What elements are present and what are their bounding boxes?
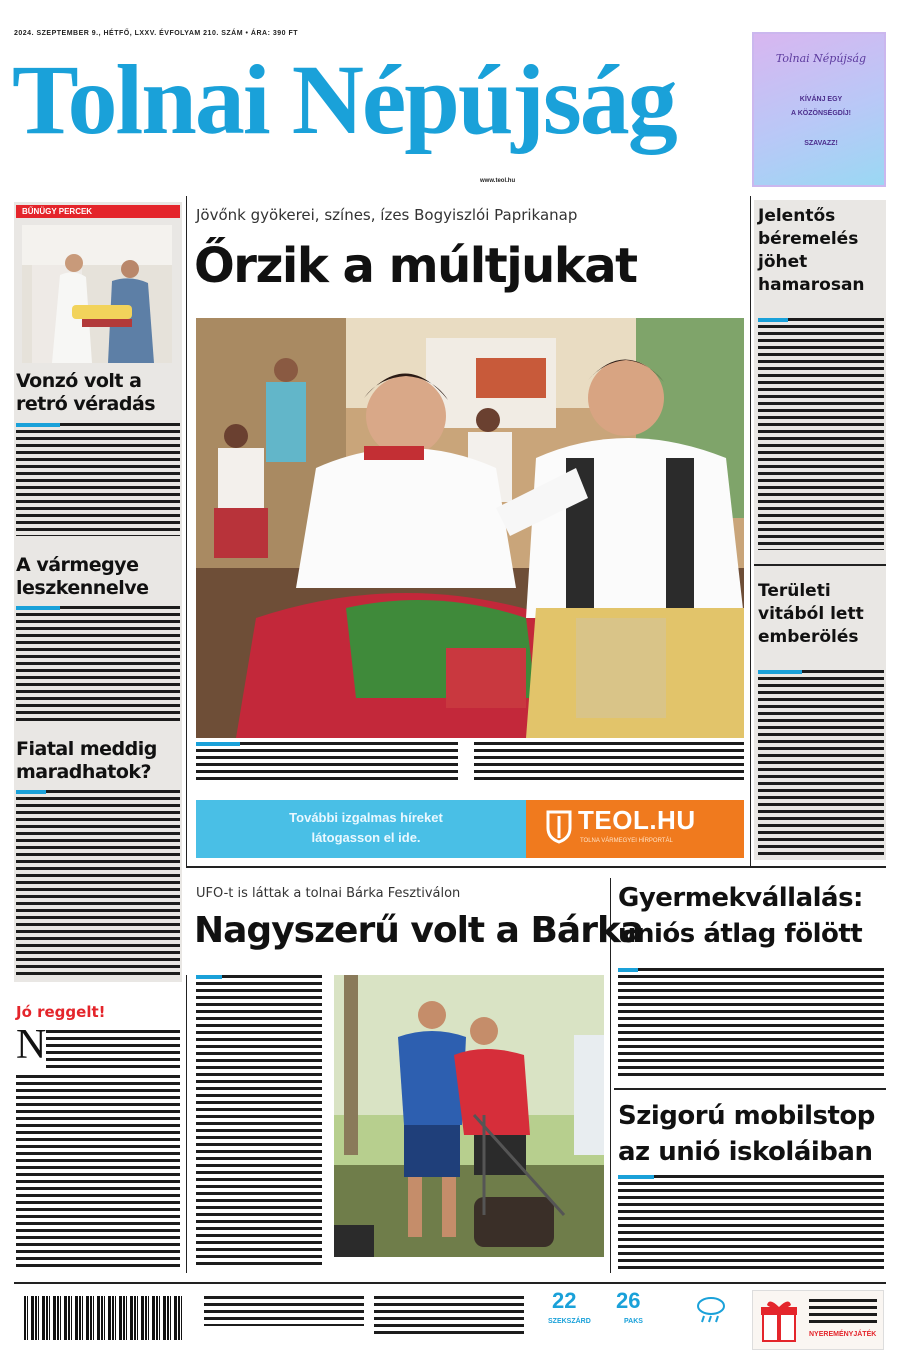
weather-temp-1: 22 <box>552 1288 577 1313</box>
weather-city-1: SZEKSZÁRD <box>548 1318 591 1325</box>
main-kicker: Jövőnk gyökerei, színes, ízes Bogyiszlói Paprikanap <box>196 206 578 224</box>
jo-reggelt-text <box>16 1075 180 1270</box>
dropcap: N <box>16 1022 47 1068</box>
left-story3-lead <box>16 790 46 794</box>
left-story3-text <box>16 790 180 976</box>
teol-logo: TEOL.HU <box>578 805 696 835</box>
main-headline[interactable]: Őrzik a múltjukat <box>194 238 637 294</box>
teol-logo-box[interactable] <box>526 800 744 858</box>
teol-banner[interactable] <box>196 800 744 858</box>
column-rule <box>186 196 187 866</box>
left-story3-head[interactable]: Fiatal meddig maradhatok? <box>16 738 157 783</box>
barka-photo[interactable] <box>334 975 604 1257</box>
teol-banner-line1: További izgalmas híreket <box>289 810 443 825</box>
main-text-lead <box>196 742 240 746</box>
barka-kicker: UFO-t is láttak a tolnai Bárka Fesztiválon <box>196 886 461 901</box>
column-rule <box>750 196 751 866</box>
lower-right-divider <box>614 1088 886 1090</box>
footer <box>14 1282 886 1354</box>
gift-icon <box>759 1297 799 1343</box>
jo-reggelt-title[interactable]: Jó reggelt! <box>16 1003 106 1021</box>
left-story2-text <box>16 606 180 722</box>
mobil-text <box>618 1175 884 1270</box>
promo-box[interactable] <box>752 32 886 187</box>
right-story1-lead <box>758 318 788 322</box>
right-column-divider <box>754 564 886 566</box>
left-story1-lead <box>16 423 60 427</box>
main-text-col1 <box>196 742 458 784</box>
promo-script: Tolnai Népújság <box>775 52 867 65</box>
footer-index-text <box>204 1296 364 1326</box>
veradas-photo[interactable] <box>22 225 172 363</box>
cloud-rain-icon <box>694 1294 728 1324</box>
promo-line-3: SZAVAZZ! <box>804 140 838 147</box>
gyermek-headline[interactable]: Gyermekvállalás: uniós átlag fölött <box>618 883 863 949</box>
left-kicker: BŰNÜGY PERCEK <box>16 205 180 218</box>
barka-headline[interactable]: Nagyszerű volt a Bárka <box>194 910 644 951</box>
teol-banner-line2: látogasson el ide. <box>311 830 421 845</box>
gyermek-lead <box>618 968 638 972</box>
dateline: 2024. SZEPTEMBER 9., HÉTFŐ, LXXV. ÉVFOLYAM 210. SZÁM • ÁRA: 390 FT <box>14 30 299 37</box>
column-rule <box>186 975 187 1273</box>
right-story2-head[interactable]: Területi vitából lett emberölés <box>758 581 864 647</box>
weather-city-2: PAKS <box>624 1318 643 1325</box>
masthead-title[interactable]: Tolnai Népújság <box>12 44 676 155</box>
gift-text-block <box>809 1299 877 1323</box>
teol-shield-icon <box>546 810 572 844</box>
promo-line-2: A KÖZÖNSÉGDÍJ! <box>790 110 852 117</box>
footer-index-text-2 <box>374 1296 524 1336</box>
right-story2-lead <box>758 670 802 674</box>
right-story1-text <box>758 318 884 550</box>
gyermek-text <box>618 968 884 1080</box>
left-story2-head[interactable]: A vármegye leszkennelve <box>16 554 149 599</box>
mobil-headline[interactable]: Szigorú mobilstop az unió iskoláiban <box>618 1101 875 1167</box>
main-photo[interactable] <box>196 318 744 738</box>
right-story1-head[interactable]: Jelentős béremelés jöhet hamarosan <box>758 206 865 295</box>
section-rule <box>186 866 886 868</box>
main-text-col2 <box>474 742 744 784</box>
teol-sub: TOLNA VÁRMEGYEI HÍRPORTÁL <box>580 838 673 844</box>
left-story1-text <box>16 423 180 536</box>
barka-lead <box>196 975 222 979</box>
barcode <box>24 1296 184 1340</box>
left-story2-lead <box>16 606 60 610</box>
barka-text <box>196 975 322 1265</box>
gift-label: NYEREMÉNYJÁTÉK <box>809 1331 877 1338</box>
weather-temp-2: 26 <box>616 1288 641 1313</box>
jo-reggelt-text-top <box>46 1030 180 1072</box>
left-story1-head[interactable]: Vonzó volt a retró véradás <box>16 370 156 415</box>
right-story2-text <box>758 670 884 858</box>
promo-line-1: KÍVÁNJ EGY <box>799 96 843 103</box>
mobil-lead <box>618 1175 654 1179</box>
edition-url: www.teol.hu <box>480 178 516 184</box>
gift-box[interactable] <box>752 1290 884 1350</box>
